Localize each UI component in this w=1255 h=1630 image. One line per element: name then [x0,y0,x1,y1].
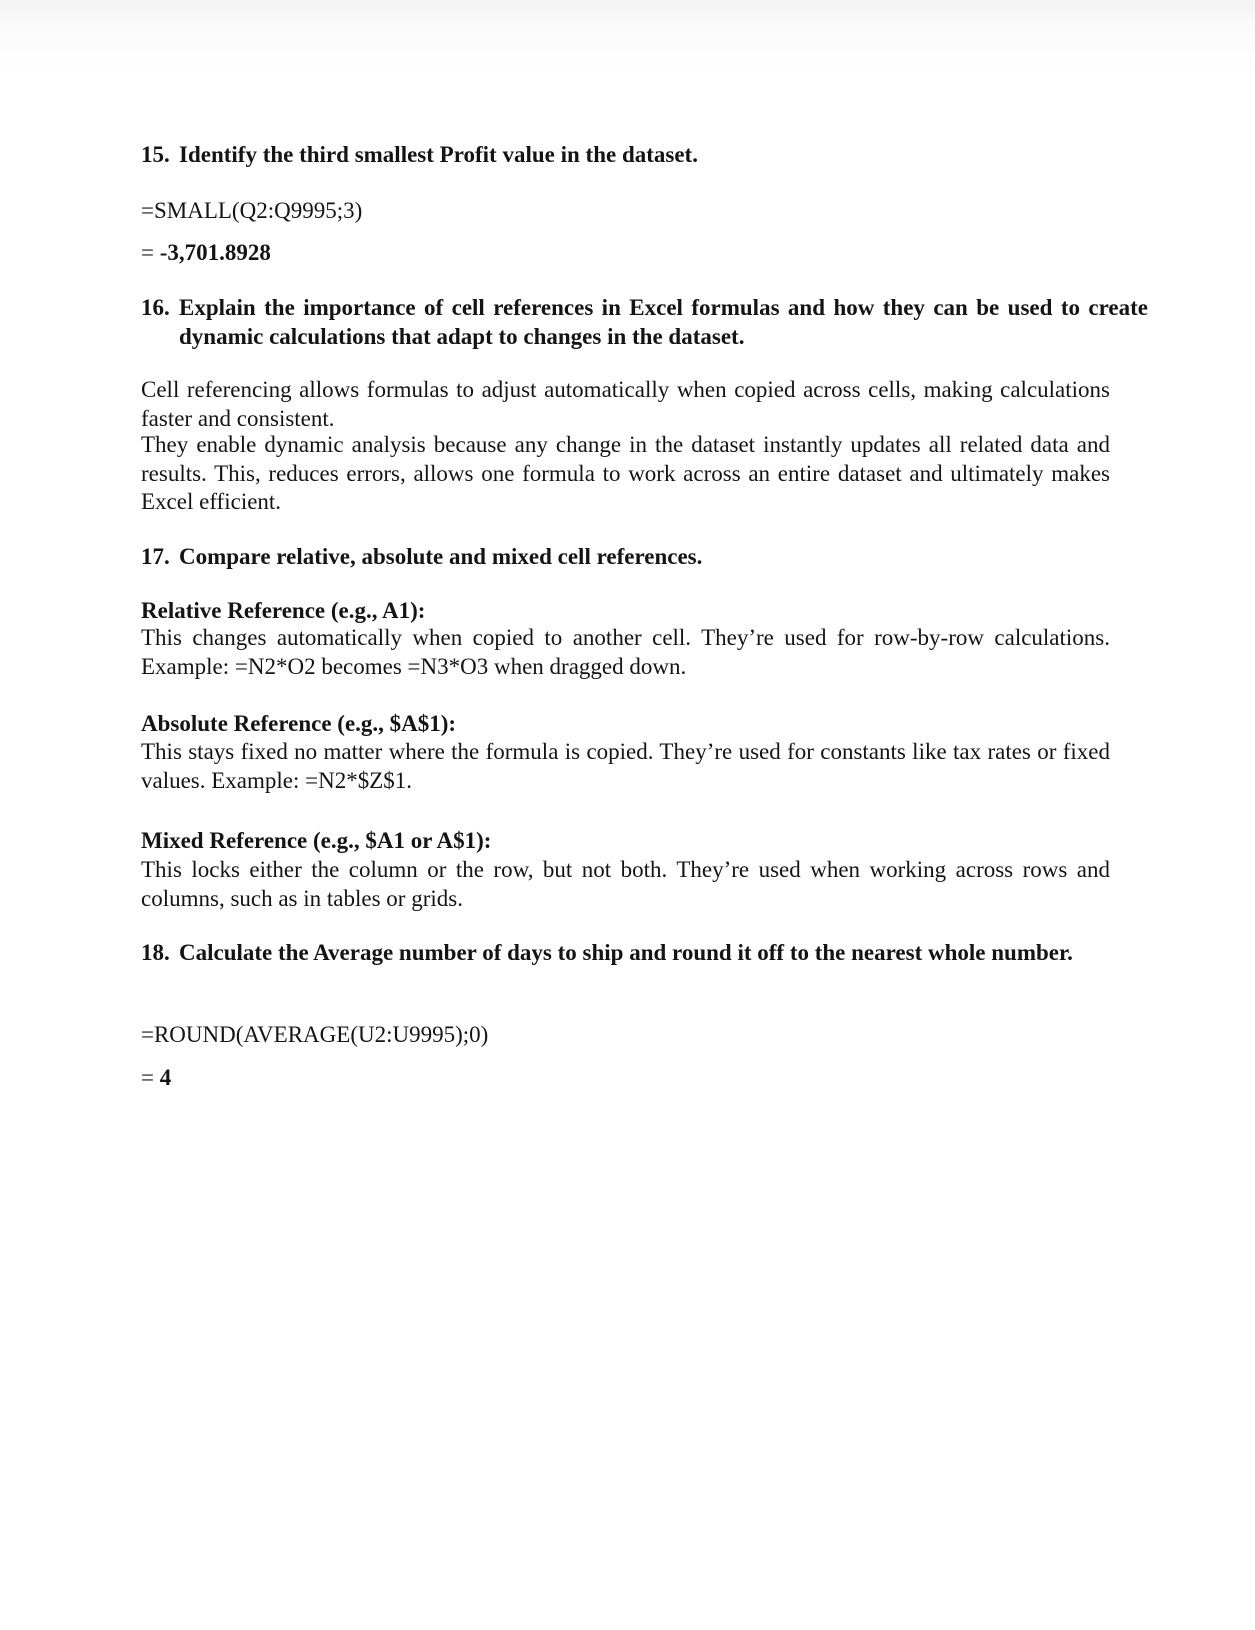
question-16-number: 16. [141,295,170,320]
q18-result-prefix: = [141,1065,160,1090]
question-17 [141,542,1148,571]
question-17-text: Compare relative, absolute and mixed cell references. [179,544,703,569]
relative-reference-body: This changes automatically when copied to another cell. They’re used for row-by-row calculations. Example: =N2*O2 becomes =N3*O3 when dragged down. [141,625,1110,679]
relative-reference-heading: Relative Reference (e.g., A1): [141,598,426,623]
question-15-number: 15. [141,142,170,167]
q15-formula: =SMALL(Q2:Q9995;3) [141,198,363,223]
q15-result-prefix: = [141,240,160,265]
q18-result-value: 4 [159,1065,172,1090]
question-15-text: Identify the third smallest Profit value in the dataset. [179,142,698,167]
question-15 [141,140,1148,169]
mixed-reference-heading: Mixed Reference (e.g., $A1 or A$1): [141,828,492,853]
q16-paragraph-2: They enable dynamic analysis because any change in the dataset instantly updates all related data and results. This, reduces errors, allows one formula to work across an entire dataset and ultimately makes Excel efficient. [141,432,1110,514]
q15-result [141,239,1110,267]
question-17-number: 17. [141,544,170,569]
q18-formula: =ROUND(AVERAGE(U2:U9995);0) [141,1022,489,1047]
absolute-reference-body: This stays fixed no matter where the formula is copied. They’re used for constants like tax rates or fixed values. Example: =N2*$Z$1. [141,739,1110,793]
q18-result [141,1064,1110,1092]
question-18 [141,938,1148,967]
q15-result-value: -3,701.8928 [159,240,271,265]
question-16-text: Explain the importance of cell references in Excel formulas and how they can be used to create dynamic calculations that adapt to changes in the dataset. [179,295,1148,349]
absolute-reference-heading: Absolute Reference (e.g., $A$1): [141,711,457,736]
q16-paragraph-1: Cell referencing allows formulas to adjust automatically when copied across cells, making calculations faster and consistent. [141,377,1110,431]
question-18-text: Calculate the Average number of days to ship and round it off to the nearest whole number. [179,940,1073,965]
question-16 [141,293,1148,351]
mixed-reference-body: This locks either the column or the row, but not both. They’re used when working across rows and columns, such as in tables or grids. [141,857,1110,911]
question-18-number: 18. [141,940,170,965]
